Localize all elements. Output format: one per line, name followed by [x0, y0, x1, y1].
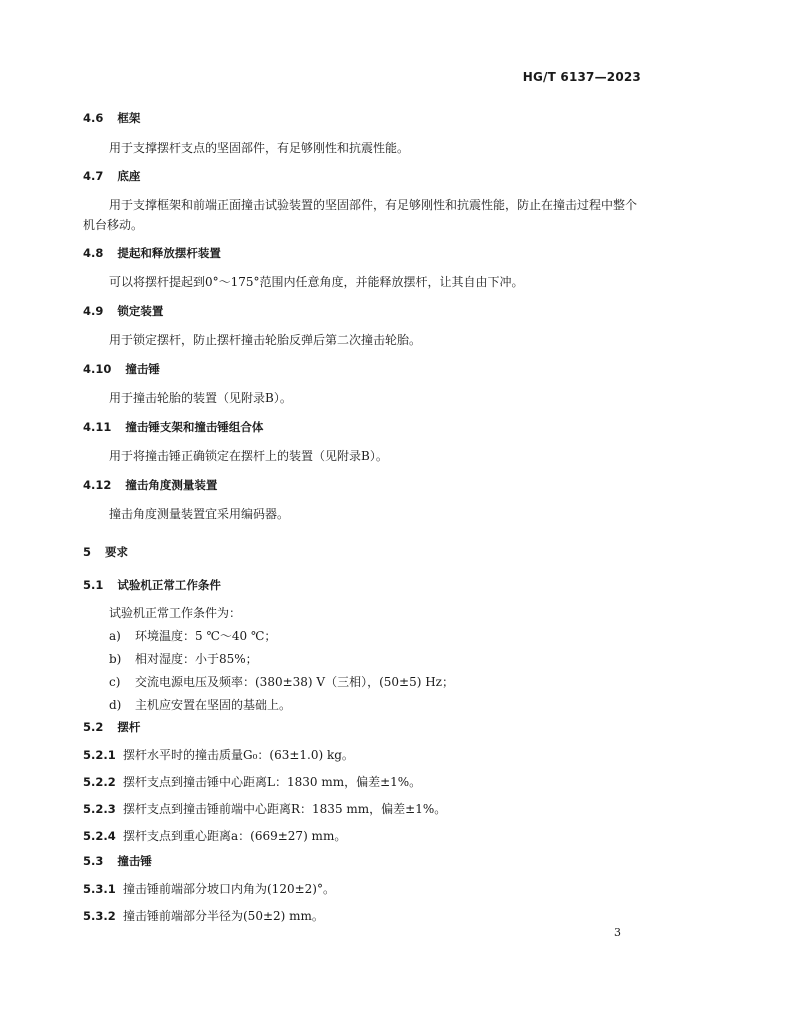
section-5-2-heading: [83, 719, 140, 735]
section-4-11-text: 用于将撞击锤正确锁定在摆杆上的装置（见附录B）。: [109, 449, 388, 463]
section-number: 4.12: [83, 478, 112, 492]
section-title: 底座: [117, 169, 141, 183]
section-number: 5: [83, 545, 92, 559]
section-title: 要求: [105, 545, 129, 559]
section-title: 提起和释放摆杆装置: [117, 246, 221, 260]
section-title: 撞击锤: [117, 854, 152, 868]
list-text: 环境温度：5 ℃～40 ℃；: [135, 629, 277, 643]
clause-number: 5.3.2: [83, 909, 116, 923]
clause-number: 5.2.4: [83, 829, 116, 843]
section-number: 5.2: [83, 720, 104, 734]
list-marker: b): [109, 652, 122, 666]
clause-number: 5.2.1: [83, 748, 116, 762]
list-item: [109, 696, 291, 713]
section-4-10-heading: [83, 361, 160, 377]
clause-5-2-4: [83, 827, 346, 844]
list-text: 交流电源电压及频率：(380±38) V（三相），(50±5) Hz；: [135, 675, 454, 689]
section-title: 摆杆: [117, 720, 141, 734]
clause-number: 5.3.1: [83, 882, 116, 896]
section-number: 4.11: [83, 420, 112, 434]
section-5-1-intro: 试验机正常工作条件为：: [109, 606, 242, 620]
clause-text: 摆杆水平时的撞击质量G₀：(63±1.0) kg。: [123, 748, 354, 762]
clause-text: 撞击锤前端部分坡口内角为(120±2)°。: [123, 882, 335, 896]
page-number: 3: [614, 926, 621, 939]
section-4-12-text: 撞击角度测量装置宜采用编码器。: [109, 507, 290, 521]
list-item: [109, 627, 276, 644]
section-number: 5.3: [83, 854, 104, 868]
clause-5-2-1: [83, 746, 354, 763]
clause-number: 5.2.2: [83, 775, 116, 789]
section-number: 4.9: [83, 304, 104, 318]
section-number: 5.1: [83, 578, 104, 592]
section-number: 4.7: [83, 169, 104, 183]
section-4-8-text: 可以将摆杆提起到0°～175°范围内任意角度，并能释放摆杆，让其自由下冲。: [109, 275, 524, 289]
clause-5-3-1: [83, 880, 335, 897]
section-4-7-heading: [83, 168, 140, 184]
section-title: 试验机正常工作条件: [117, 578, 221, 592]
section-5-3-heading: [83, 853, 152, 869]
list-marker: c): [109, 675, 121, 689]
standard-code: HG/T 6137—2023: [522, 70, 641, 84]
list-marker: a): [109, 629, 121, 643]
section-4-9-text: 用于锁定摆杆，防止摆杆撞击轮胎反弹后第二次撞击轮胎。: [109, 333, 422, 347]
section-4-11-heading: [83, 419, 263, 435]
clause-text: 摆杆支点到撞击锤前端中心距离R：1835 mm，偏差±1%。: [123, 802, 447, 816]
section-title: 撞击锤: [125, 362, 160, 376]
section-title: 撞击锤支架和撞击锤组合体: [125, 420, 264, 434]
list-text: 相对湿度：小于85%；: [135, 652, 258, 666]
section-number: 4.6: [83, 111, 104, 125]
section-title: 框架: [117, 111, 141, 125]
section-title: 锁定装置: [117, 304, 164, 318]
section-4-7-text: 用于支撑框架和前端正面撞击试验装置的坚固部件，有足够刚性和抗震性能，防止在撞击过程中整个机台移动。: [83, 198, 638, 232]
list-item: [109, 650, 258, 667]
section-4-8-heading: [83, 245, 221, 261]
clause-text: 摆杆支点到撞击锤中心距离L：1830 mm，偏差±1%。: [123, 775, 422, 789]
section-number: 4.10: [83, 362, 112, 376]
clause-text: 摆杆支点到重心距离a：(669±27) mm。: [123, 829, 347, 843]
list-marker: d): [109, 698, 122, 712]
section-4-6-text: 用于支撑摆杆支点的坚固部件，有足够刚性和抗震性能。: [109, 141, 410, 155]
section-4-9-heading: [83, 303, 163, 319]
section-5-heading: [83, 544, 128, 560]
section-5-1-heading: [83, 577, 221, 593]
clause-text: 撞击锤前端部分半径为(50±2) mm。: [123, 909, 324, 923]
section-4-12-heading: [83, 477, 217, 493]
list-text: 主机应安置在坚固的基础上。: [135, 698, 292, 712]
clause-number: 5.2.3: [83, 802, 116, 816]
section-4-6-heading: [83, 110, 140, 126]
section-4-10-text: 用于撞击轮胎的装置（见附录B）。: [109, 391, 292, 405]
clause-5-3-2: [83, 907, 324, 924]
clause-5-2-3: [83, 800, 446, 817]
section-number: 4.8: [83, 246, 104, 260]
clause-5-2-2: [83, 773, 421, 790]
list-item: [109, 673, 454, 690]
section-title: 撞击角度测量装置: [125, 478, 218, 492]
